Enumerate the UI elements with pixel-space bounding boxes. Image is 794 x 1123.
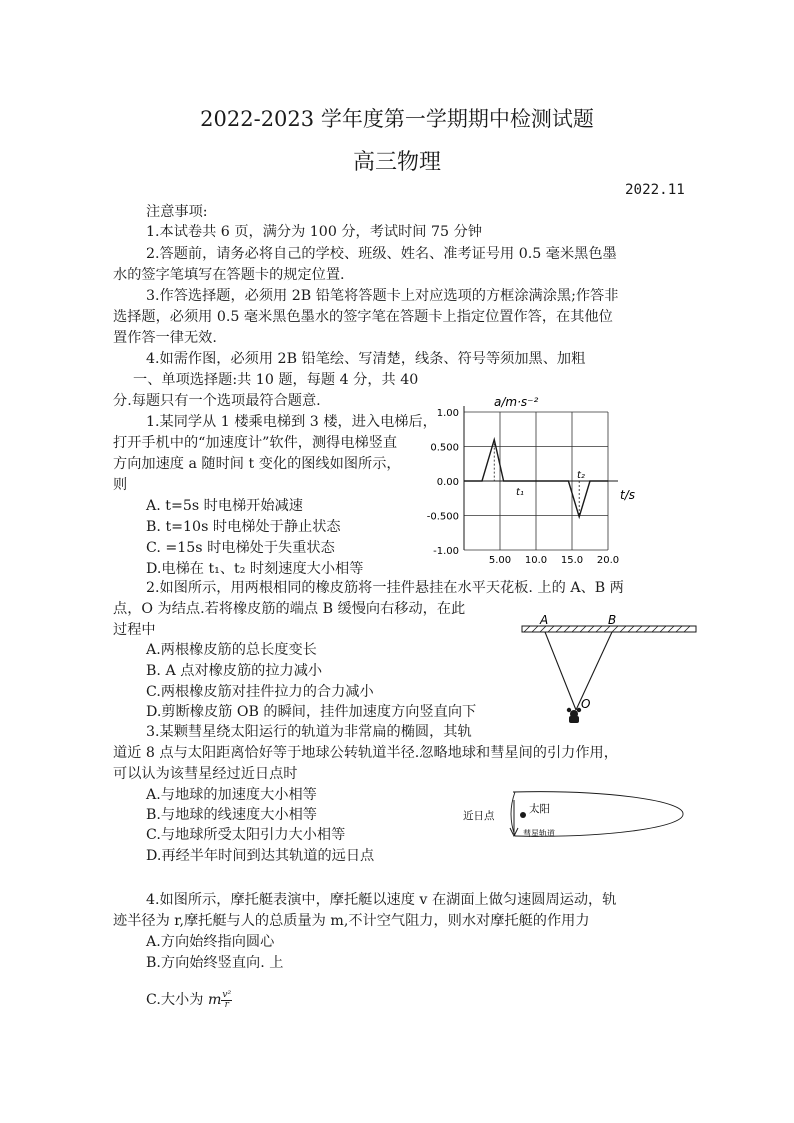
comet-orbit-figure bbox=[455, 778, 685, 848]
notice-item-2-line-2: 水的签字笔填写在答题卡的规定位置. bbox=[113, 267, 345, 283]
q3-option-d: D.再经半年时间到达其轨道的远日点 bbox=[146, 848, 375, 864]
section-heading-line-2: 分.每题只有一个选项最符合题意. bbox=[113, 393, 321, 409]
y-tick-label: -1.00 bbox=[433, 546, 459, 557]
y-tick-label: 0.500 bbox=[430, 442, 459, 454]
q2-stem-line-2: 点，O 为结点.若将橡皮筋的端点 B 缓慢向右移动，在此 bbox=[113, 601, 466, 617]
exam-subject: 高三物理 bbox=[352, 150, 441, 175]
x-tick-label: 5.00 bbox=[488, 555, 512, 566]
x-tick-label: 20.0 bbox=[596, 555, 620, 566]
q4-stem-line-2: 迹半径为 r,摩托艇与人的总质量为 m,不计空气阻力，则水对摩托艇的作用力 bbox=[113, 913, 590, 929]
q2-option-d: D.剪断橡皮筋 OB 的瞬间，挂件加速度方向竖直向下 bbox=[146, 704, 477, 720]
chart-y-axis-label: a/m·s⁻² bbox=[494, 395, 539, 409]
notice-item-3-line-1: 3.作答选择题，必须用 2B 铅笔将答题卡上对应选项的方框涂满涂黑;作答非 bbox=[146, 288, 619, 304]
q1-option-b: B. t=10s 时电梯处于静止状态 bbox=[146, 519, 341, 535]
notice-item-3-line-2: 选择题，必须用 0.5 毫米黑色墨水的签字笔在答题卡上指定位置作答，在其他位 bbox=[113, 309, 613, 325]
q4-option-c-fraction bbox=[221, 991, 232, 1010]
q2-option-b: B. A 点对橡皮筋的拉力减小 bbox=[146, 663, 323, 679]
q3-stem-line-3: 可以认为该彗星经过近日点时 bbox=[113, 766, 298, 782]
q4-option-c-mass: m bbox=[207, 992, 222, 1008]
q4-option-b: B.方向始终竖直向. 上 bbox=[146, 955, 284, 971]
q4-option-a: A.方向始终指向圆心 bbox=[146, 934, 275, 950]
q3-option-a: A.与地球的加速度大小相等 bbox=[146, 787, 317, 803]
y-tick-label: -0.500 bbox=[426, 511, 459, 523]
x-tick-label: 15.0 bbox=[560, 555, 584, 566]
x-tick-label: 10.0 bbox=[524, 555, 548, 566]
q2-option-c: C.两根橡皮筋对挂件拉力的合力减小 bbox=[146, 684, 374, 700]
acceleration-time-chart bbox=[420, 392, 635, 570]
q2-stem-line-1: 2.如图所示，用两根相同的橡皮筋将一挂件悬挂在水平天花板. 上的 A、B 两 bbox=[146, 580, 624, 596]
notice-heading: 注意事项: bbox=[146, 204, 208, 220]
q2-stem-line-3: 过程中 bbox=[113, 622, 156, 638]
label-o: O bbox=[581, 697, 591, 711]
label-b: B bbox=[608, 613, 617, 627]
notice-item-2-line-1: 2.答题前，请务必将自己的学校、班级、姓名、准考证号用 0.5 毫米黑色墨 bbox=[146, 246, 617, 262]
q4-stem-line-1: 4.如图所示，摩托艇表演中，摩托艇以速度 v 在湖面上做匀速圆周运动，轨 bbox=[146, 892, 617, 908]
rubber-band-oa bbox=[545, 632, 576, 710]
y-tick-label: 1.00 bbox=[436, 408, 459, 419]
y-tick-label: 0.00 bbox=[436, 477, 459, 488]
chart-x-tick-labels bbox=[489, 555, 619, 566]
section-heading-line-1: 一、单项选择题:共 10 题，每题 4 分，共 40 bbox=[133, 372, 419, 388]
q1-option-a: A. t=5s 时电梯开始减速 bbox=[146, 498, 303, 514]
q1-stem-line-4: 则 bbox=[113, 477, 128, 493]
notice-item-1: 1.本试卷共 6 页，满分为 100 分，考试时间 75 分钟 bbox=[146, 224, 482, 240]
rubber-band-figure bbox=[520, 612, 700, 732]
q1-stem-line-2: 打开手机中的“加速度计”软件，测得电梯竖直 bbox=[113, 435, 398, 451]
q1-option-d: D.电梯在 t₁、t₂ 时刻速度大小相等 bbox=[146, 561, 364, 577]
q3-stem-line-2: 道近 8 点与太阳距离恰好等于地球公转轨道半径.忽略地球和彗星间的引力作用， bbox=[113, 745, 618, 761]
fraction-denominator: r bbox=[224, 999, 229, 1010]
q4-option-c-prefix: C.大小为 bbox=[146, 992, 208, 1008]
q3-option-b: B.与地球的线速度大小相等 bbox=[146, 807, 317, 823]
sun-icon bbox=[520, 812, 526, 818]
q1-stem-line-3: 方向加速度 a 随时间 t 变化的图线如图所示， bbox=[113, 456, 401, 472]
chart-annotation-t2: t₂ bbox=[577, 470, 585, 481]
chart-grid bbox=[464, 406, 618, 550]
chart-annotation-t1: t₁ bbox=[516, 487, 524, 498]
chart-y-tick-labels bbox=[427, 408, 459, 557]
q2-option-a: A.两根橡皮筋的总长度变长 bbox=[146, 642, 317, 658]
q3-stem-line-1: 3.某颗彗星绕太阳运行的轨道为非常扁的椭圆，其轨 bbox=[146, 724, 472, 740]
exam-date: 2022.11 bbox=[625, 182, 685, 198]
notice-item-4: 4.如需作图，必须用 2B 铅笔绘、写清楚，线条、符号等须加黑、加粗 bbox=[146, 351, 586, 367]
sun-label: 太阳 bbox=[529, 803, 550, 815]
q3-option-c: C.与地球所受太阳引力大小相等 bbox=[146, 827, 346, 843]
label-a: A bbox=[540, 613, 549, 627]
q1-option-c: C. =15s 时电梯处于失重状态 bbox=[146, 540, 335, 556]
chart-x-axis-label: t/s bbox=[620, 488, 635, 502]
fraction-numerator: v² bbox=[222, 989, 232, 1000]
orbit-label: 彗星轨道 bbox=[523, 829, 555, 838]
exam-title: 2022-2023 学年度第一学期期中检测试题 bbox=[200, 107, 594, 131]
perihelion-label: 近日点 bbox=[463, 810, 495, 822]
pendant-icon bbox=[567, 708, 581, 723]
notice-item-3-line-3: 置作答一律无效. bbox=[113, 330, 217, 346]
q1-stem-line-1: 1.某同学从 1 楼乘电梯到 3 楼，进入电梯后， bbox=[146, 414, 437, 430]
q4-option-c bbox=[146, 990, 232, 1010]
